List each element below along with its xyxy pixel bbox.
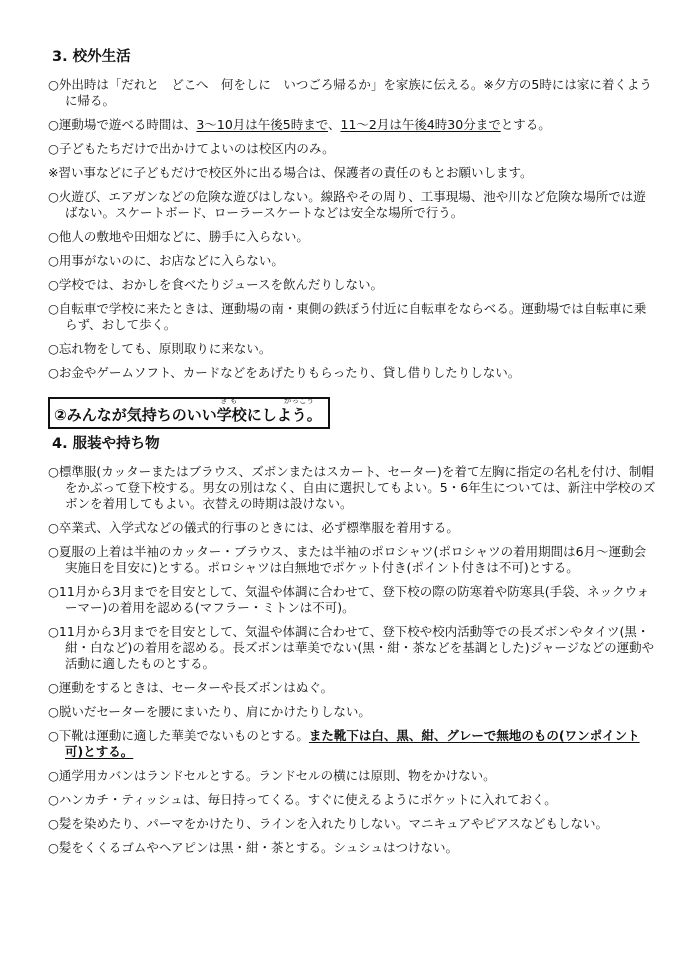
rule-item bbox=[48, 760, 656, 784]
rule-text: ○学校では、おかしを食べたりジュースを飲んだりしない。 bbox=[48, 277, 384, 292]
rule-item bbox=[48, 456, 656, 512]
rule-item bbox=[48, 269, 656, 293]
rule-text: 、 bbox=[327, 117, 341, 132]
rule-item bbox=[48, 293, 656, 333]
rule-text: ○夏服の上着は半袖のカッター・ブラウス、または半袖のポロシャツ(ポロシャツの着用期間は6月～運動会実施日を目安に)とする。ポロシャツは白無地でポケット付き(ポイント付きは不可)とする。 bbox=[48, 544, 647, 575]
rule-item bbox=[48, 536, 656, 576]
emphasized-text: また靴下は白、黒、紺、グレーで無地のもの(ワンポイント可)とする。 bbox=[65, 728, 640, 759]
rule-item bbox=[48, 696, 656, 720]
goal-ruby-gakkou: がっこう bbox=[284, 396, 314, 405]
rule-text: ○通学用カバンはランドセルとする。ランドセルの横には原則、物をかけない。 bbox=[48, 768, 496, 783]
rule-text: ○ハンカチ・ティッシュは、毎日持ってくる。すぐに使えるようにポケットに入れておく。 bbox=[48, 792, 557, 807]
goal-banner bbox=[48, 397, 330, 429]
rule-list bbox=[48, 69, 656, 381]
rule-item bbox=[48, 133, 656, 157]
section-outside-life bbox=[48, 48, 656, 381]
rule-text: ○11月から3月までを目安として、気温や体調に合わせて、登下校や校内活動等での長ズボンやタイツ(黒・紺・白など)の着用を認める。長ズボンは華美でない(黒・紺・茶などを基調とした)ジャージなどの運動や活動に適したものとする。 bbox=[48, 624, 655, 671]
rule-item bbox=[48, 576, 656, 616]
rule-item bbox=[48, 784, 656, 808]
rule-item bbox=[48, 357, 656, 381]
rule-item bbox=[48, 333, 656, 357]
rule-text: ○お金やゲームソフト、カードなどをあげたりもらったり、貸し借りしたりしない。 bbox=[48, 365, 521, 380]
rule-item bbox=[48, 245, 656, 269]
section-heading: 3. 校外生活 bbox=[52, 49, 131, 65]
emphasized-text: 11～2月は午後4時30分まで bbox=[340, 117, 501, 132]
rule-text: ○運動をするときは、セーターや長ズボンはぬぐ。 bbox=[48, 680, 334, 695]
rule-text: ○髪をくくるゴムやヘアピンは黒・紺・茶とする。シュシュはつけない。 bbox=[48, 840, 459, 855]
rule-text: とする。 bbox=[500, 117, 551, 132]
rule-item bbox=[48, 181, 656, 221]
rule-item bbox=[48, 672, 656, 696]
rule-item bbox=[48, 221, 656, 245]
rule-text: ○火遊び、エアガンなどの危険な遊びはしない。線路やその周り、工事現場、池や川など危険な場所では遊ばない。スケートボード、ローラースケートなどは安全な場所で行う。 bbox=[48, 189, 646, 220]
rule-list bbox=[48, 456, 656, 856]
rule-text: ○脱いだセーターを腰にまいたり、肩にかけたりしない。 bbox=[48, 704, 371, 719]
rule-text: ○運動場で遊べる時間は、 bbox=[48, 117, 197, 132]
rule-item bbox=[48, 109, 656, 133]
rule-text: ○自転車で学校に来たときは、運動場の南・東側の鉄ぼう付近に自転車をならべる。運動場では自転車に乗らず、おして歩く。 bbox=[48, 301, 647, 332]
rule-text: ○忘れ物をしても、原則取りに来ない。 bbox=[48, 341, 272, 356]
rule-text: ○用事がないのに、お店などに入らない。 bbox=[48, 253, 284, 268]
emphasized-text: 3～10月は午後5時まで bbox=[196, 117, 328, 132]
rule-text: ○11月から3月までを目安として、気温や体調に合わせて、登下校の際の防寒着や防寒具(手袋、ネックウォーマー)の着用を認める(マフラー・ミトンは不可)。 bbox=[48, 584, 650, 615]
section-heading: 4. 服装や持ち物 bbox=[52, 436, 160, 452]
rule-text: ○外出時は「だれと どこへ 何をしに いつごろ帰るか」を家族に伝える。※夕方の5時には家に着くように帰る。 bbox=[48, 77, 652, 108]
goal-title: ②みんなが気持ちのいい学校にしよう。 bbox=[54, 406, 322, 424]
rule-text: ○髪を染めたり、パーマをかけたり、ラインを入れたりしない。マニキュアやピアスなどもしない。 bbox=[48, 816, 609, 831]
rule-item bbox=[48, 808, 656, 832]
rule-text: ※習い事などに子どもだけで校区外に出る場合は、保護者の責任のもとお願いします。 bbox=[48, 165, 533, 180]
goal-ruby-kimo: き も bbox=[220, 396, 238, 405]
rule-item bbox=[48, 69, 656, 109]
rule-item bbox=[48, 616, 656, 672]
rule-item bbox=[48, 512, 656, 536]
rule-text: ○子どもたちだけで出かけてよいのは校区内のみ。 bbox=[48, 141, 335, 156]
section-clothing bbox=[48, 435, 656, 856]
rule-item bbox=[48, 720, 656, 760]
rule-item bbox=[48, 832, 656, 856]
rule-text: ○他人の敷地や田畑などに、勝手に入らない。 bbox=[48, 229, 309, 244]
rule-item bbox=[48, 157, 656, 181]
rule-text: ○標準服(カッターまたはブラウス、ズボンまたはスカート、セーター)を着て左胸に指定の名札を付け、制帽をかぶって登下校する。男女の別はなく、自由に選択してもよい。5・6年生については、新注中学校のズボンを着用してもよい。衣替えの時期は設けない。 bbox=[48, 464, 656, 511]
rule-text: ○下靴は運動に適した華美でないものとする。 bbox=[48, 728, 309, 743]
rule-text: ○卒業式、入学式などの儀式的行事のときには、必ず標準服を着用する。 bbox=[48, 520, 459, 535]
